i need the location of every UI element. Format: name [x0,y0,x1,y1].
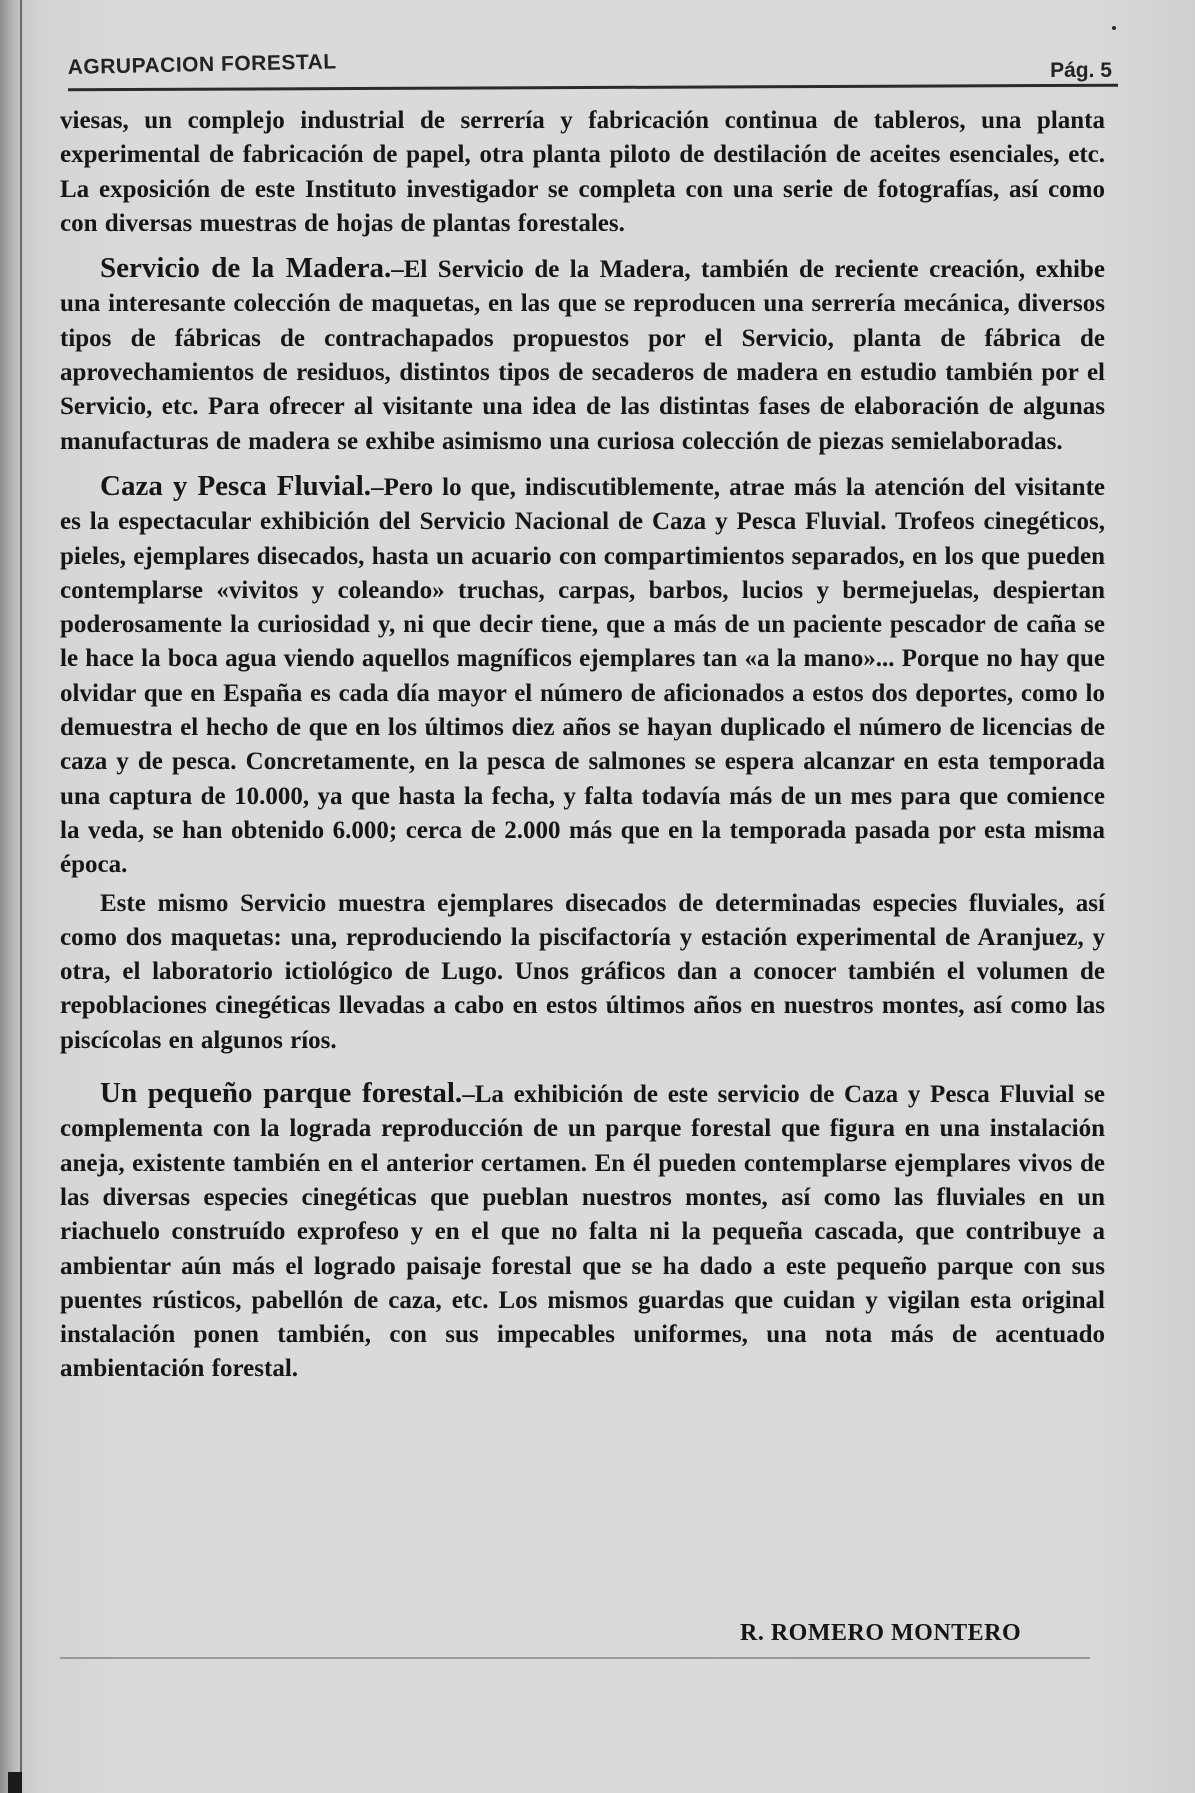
paragraph-text: Este mismo Servicio muestra ejemplares disecados de determinadas especies fluviales, así como dos maquetas: una, reproduciendo la piscifactoría y estación experimental de Aranjuez, y otra, el laboratorio ictiológico de Lugo. Unos gráficos dan a conocer también el volumen de repoblaciones cinegéticas llevadas a cabo en estos últimos años en nuestros montes, así como las piscícolas en algunos ríos. [60,889,1105,1054]
page-header [68,46,1118,86]
paragraph-caza-pesca [60,469,1105,883]
bottom-rule [60,1657,1090,1659]
running-title: AGRUPACION FORESTAL [67,50,337,80]
scan-corner-mark [8,1772,22,1793]
paragraph-text: –El Servicio de la Madera, también de reciente creación, exhibe una interesante colección de maquetas, en las que se reproducen una serrería mecánica, diversos tipos de fábricas de contrachapados propuestos por el Servicio, planta de fábrica de aprovechamientos de residuos, distintos tipos de secaderos de madera en estudio también por el Servicio, etc. Para ofrecer al visitante una idea de las distintas fases de elaboración de algunas manufacturas de madera se exhibe asimismo una curiosa colección de piezas semielaboradas. [60,256,1105,455]
ink-speck [1112,26,1116,30]
paragraph-continuation [60,104,1105,241]
paragraph-text: –Pero lo que, indiscutiblemente, atrae más la atención del visitante es la espectacular exhibición del Servicio Nacional de Caza y Pesca Fluvial. Trofeos cinegéticos, pieles, ejemplares disecados, hasta un acuario con compartimientos separados, en los que pueden contemplarse «vivitos y coleando» truchas, carpas, barbos, lucios y bermejuelas, despiertan poderosamente la curiosidad y, ni que decir tiene, que a más de un paciente pescador de caña se le hace la boca agua viendo aquellos magníficos ejemplares tan «a la mano»... Porque no hay que olvidar que en España es cada día mayor el número de aficionados a estos dos deportes, como lo demuestra el hecho de que en los últimos diez años se hayan duplicado el número de licencias de caza y de pesca. Concretamente, en la pesca de salmones se espera alcanzar en esta temporada una captura de 10.000, ya que hasta la fecha, y falta todavía más de un mes para que comience la veda, se han obtenido 6.000; cerca de 2.000 más que en la temporada pasada por esta misma época. [60,473,1106,879]
paragraph-text: –La exhibición de este servicio de Caza y Pesca Fluvial se complementa con la lograda reproducción de un parque forestal que figura en una instalación aneja, existente también en el anterior certamen. En él pueden contemplarse ejemplares vivos de las diversas especies cinegéticas que pueblan nuestros montes, así como las fluviales en un riachuelo construído exprofeso y en el que no falta ni la pequeña cascada, que contribuye a ambientar aún más el logrado paisaje forestal que se ha dado a este pequeño parque con sus puentes rústicos, pabellón de caza, etc. Los mismos guardas que cuidan y vigilan esta original instalación ponen también, con sus impecables uniformes, una nota más de acentuado ambientación forestal. [60,1081,1105,1383]
binding-line [20,0,22,1793]
paragraph-text: viesas, un complejo industrial de serrería y fabricación continua de tableros, una planta experimental de fabricación de papel, otra planta piloto de destilación de aceites esenciales, etc. La exposición de este Instituto investigador se completa con una serie de fotografías, así como con diversas muestras de hojas de plantas forestales. [60,107,1105,237]
paragraph-parque-forestal [60,1076,1105,1387]
page-number: Pág. 5 [1050,59,1112,82]
section-heading-servicio-madera: Servicio de la Madera. [100,252,392,285]
section-heading-caza-pesca: Caza y Pesca Fluvial. [100,469,372,502]
article-body [60,104,1105,1674]
page-binding-edge [0,0,26,1793]
paragraph-servicio-muestra [60,887,1105,1058]
section-heading-parque-forestal: Un pequeño parque forestal. [100,1077,463,1110]
paragraph-servicio-madera [60,251,1105,459]
author-signature: R. ROMERO MONTERO [740,1620,1022,1646]
